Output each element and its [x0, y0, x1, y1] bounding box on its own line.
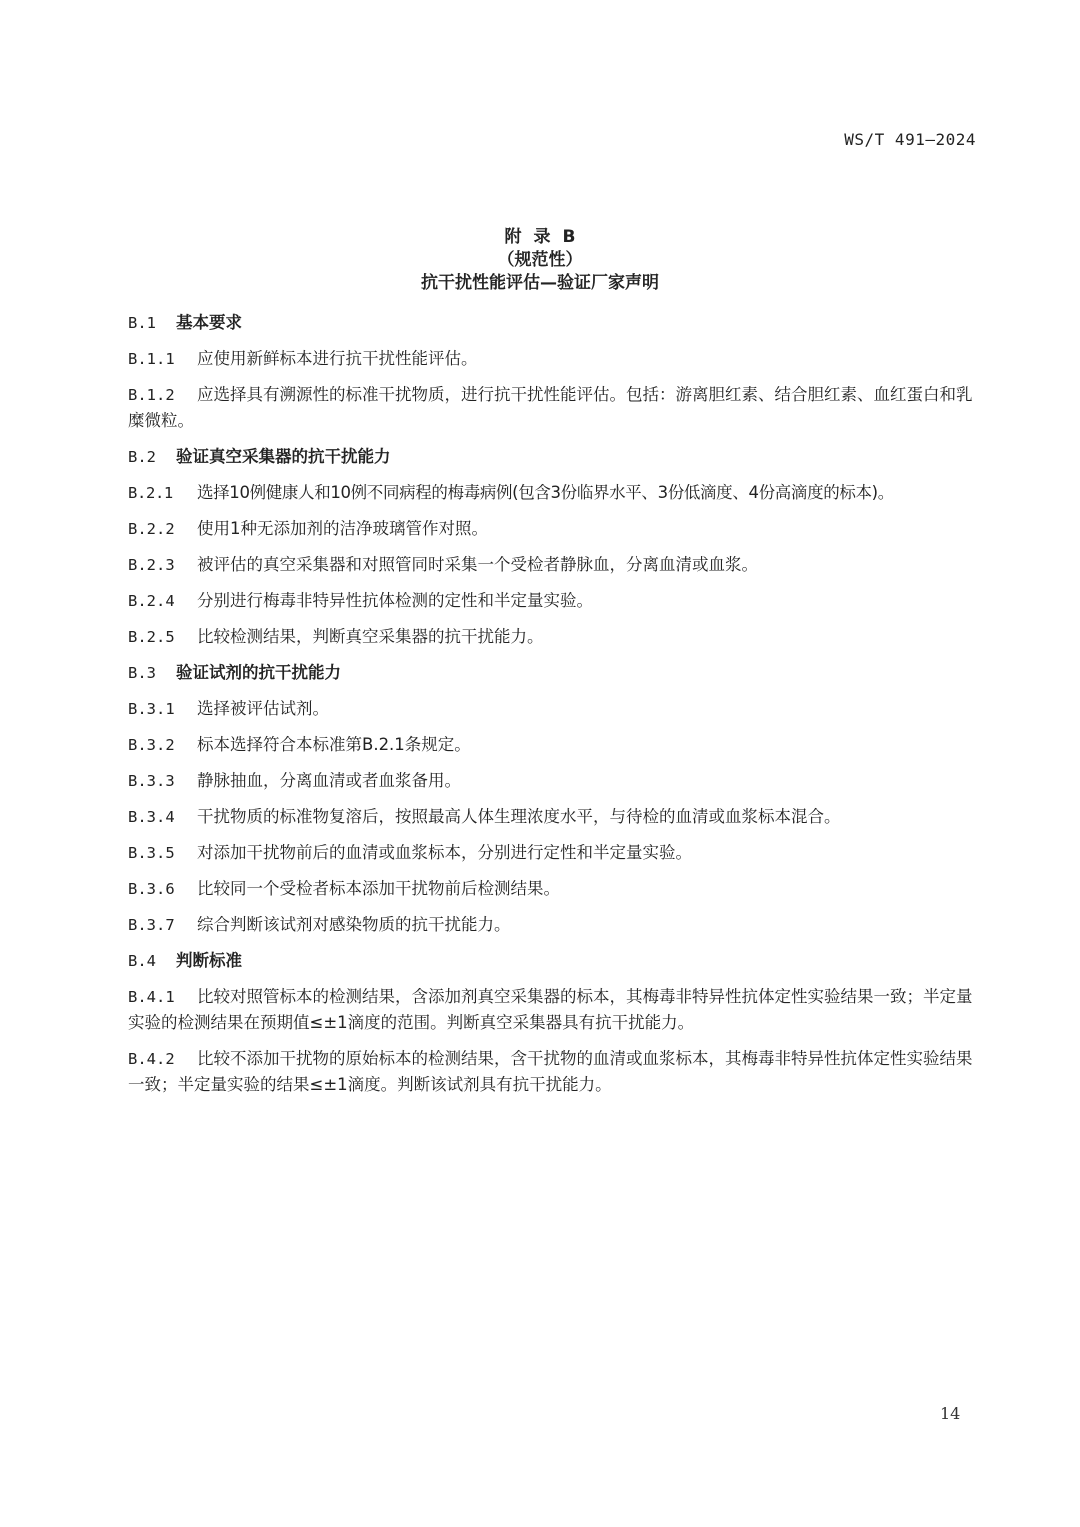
clause-number: B.4.2 — [128, 1050, 175, 1068]
clause-text: 被评估的真空采集器和对照管同时采集一个受检者静脉血，分离血清或血浆。 — [197, 555, 758, 574]
clause-number: B.3.3 — [128, 772, 175, 790]
clause-text: 选择被评估试剂。 — [197, 699, 329, 718]
clause-text: 分别进行梅毒非特异性抗体检测的定性和半定量实验。 — [197, 591, 593, 610]
section-heading-b4 — [128, 948, 988, 984]
clause-number: B.2.4 — [128, 592, 175, 610]
appendix-main-title: 抗干扰性能评估—验证厂家声明 — [421, 273, 659, 293]
clause-text: 标本选择符合本标准第B.2.1条规定。 — [197, 735, 471, 754]
section-title: 判断标准 — [176, 951, 242, 970]
clause-text: 比较同一个受检者标本添加干扰物前后检测结果。 — [197, 879, 560, 898]
standard-code: WS/T 491—2024 — [844, 130, 976, 149]
clause-b3-2 — [128, 732, 988, 758]
section-title: 基本要求 — [176, 313, 242, 332]
appendix-title-block — [0, 226, 1080, 295]
appendix-label: 附录B — [504, 227, 588, 247]
clause-text: 比较对照管标本的检测结果，含添加剂真空采集器的标本，其梅毒非特异性抗体定性实验结果一致；半定量实验的检测结果在预期值≤±1滴度的范围。判断真空采集器具有抗干扰能力。 — [128, 987, 973, 1032]
clause-b3-6 — [128, 876, 988, 902]
clause-b4-2 — [128, 1046, 988, 1098]
clause-text: 应选择具有溯源性的标准干扰物质，进行抗干扰性能评估。包括：游离胆红素、结合胆红素、血红蛋白和乳糜微粒。 — [128, 385, 973, 430]
section-number: B.2 — [128, 448, 156, 466]
clause-b2-1 — [128, 480, 988, 506]
clause-text: 综合判断该试剂对感染物质的抗干扰能力。 — [197, 915, 511, 934]
clause-number: B.1.1 — [128, 350, 175, 368]
clause-number: B.3.5 — [128, 844, 175, 862]
section-number: B.3 — [128, 664, 156, 682]
section-heading-b1 — [128, 310, 988, 346]
clause-b3-3 — [128, 768, 988, 794]
clause-number: B.2.3 — [128, 556, 175, 574]
clause-b3-7 — [128, 912, 988, 938]
clause-text: 比较检测结果，判断真空采集器的抗干扰能力。 — [197, 627, 544, 646]
clause-number: B.3.7 — [128, 916, 175, 934]
clause-text: 干扰物质的标准物复溶后，按照最高人体生理浓度水平，与待检的血清或血浆标本混合。 — [197, 807, 841, 826]
clause-text: 静脉抽血，分离血清或者血浆备用。 — [197, 771, 461, 790]
page-number: 14 — [940, 1404, 961, 1423]
clause-b3-4 — [128, 804, 988, 830]
clause-b4-1 — [128, 984, 988, 1036]
clause-number: B.3.2 — [128, 736, 175, 754]
appendix-body — [128, 310, 988, 1108]
clause-text: 使用1种无添加剂的洁净玻璃管作对照。 — [197, 519, 488, 538]
clause-b2-2 — [128, 516, 988, 542]
appendix-type: （规范性） — [497, 250, 583, 270]
clause-b2-5 — [128, 624, 988, 650]
clause-b3-5 — [128, 840, 988, 866]
clause-number: B.1.2 — [128, 386, 175, 404]
clause-number: B.2.1 — [128, 484, 173, 502]
clause-b2-4 — [128, 588, 988, 614]
clause-b1-2 — [128, 382, 988, 434]
clause-b3-1 — [128, 696, 988, 722]
section-title: 验证试剂的抗干扰能力 — [176, 663, 341, 682]
section-number: B.1 — [128, 314, 156, 332]
clause-text: 应使用新鲜标本进行抗干扰性能评估。 — [197, 349, 478, 368]
clause-text: 比较不添加干扰物的原始标本的检测结果，含干扰物的血清或血浆标本，其梅毒非特异性抗体定性实验结果一致；半定量实验的结果≤±1滴度。判断该试剂具有抗干扰能力。 — [128, 1049, 973, 1094]
clause-number: B.2.2 — [128, 520, 175, 538]
clause-number: B.3.1 — [128, 700, 175, 718]
clause-b2-3 — [128, 552, 988, 578]
clause-text: 对添加干扰物前后的血清或血浆标本，分别进行定性和半定量实验。 — [197, 843, 692, 862]
clause-text: 选择10例健康人和10例不同病程的梅毒病例(包含3份临界水平、3份低滴度、4份高滴度的标本)。 — [197, 483, 894, 502]
section-heading-b3 — [128, 660, 988, 696]
clause-number: B.2.5 — [128, 628, 175, 646]
clause-number: B.4.1 — [128, 988, 175, 1006]
clause-number: B.3.4 — [128, 808, 175, 826]
section-heading-b2 — [128, 444, 988, 480]
clause-b1-1 — [128, 346, 988, 372]
clause-number: B.3.6 — [128, 880, 175, 898]
section-title: 验证真空采集器的抗干扰能力 — [176, 447, 391, 466]
section-number: B.4 — [128, 952, 156, 970]
